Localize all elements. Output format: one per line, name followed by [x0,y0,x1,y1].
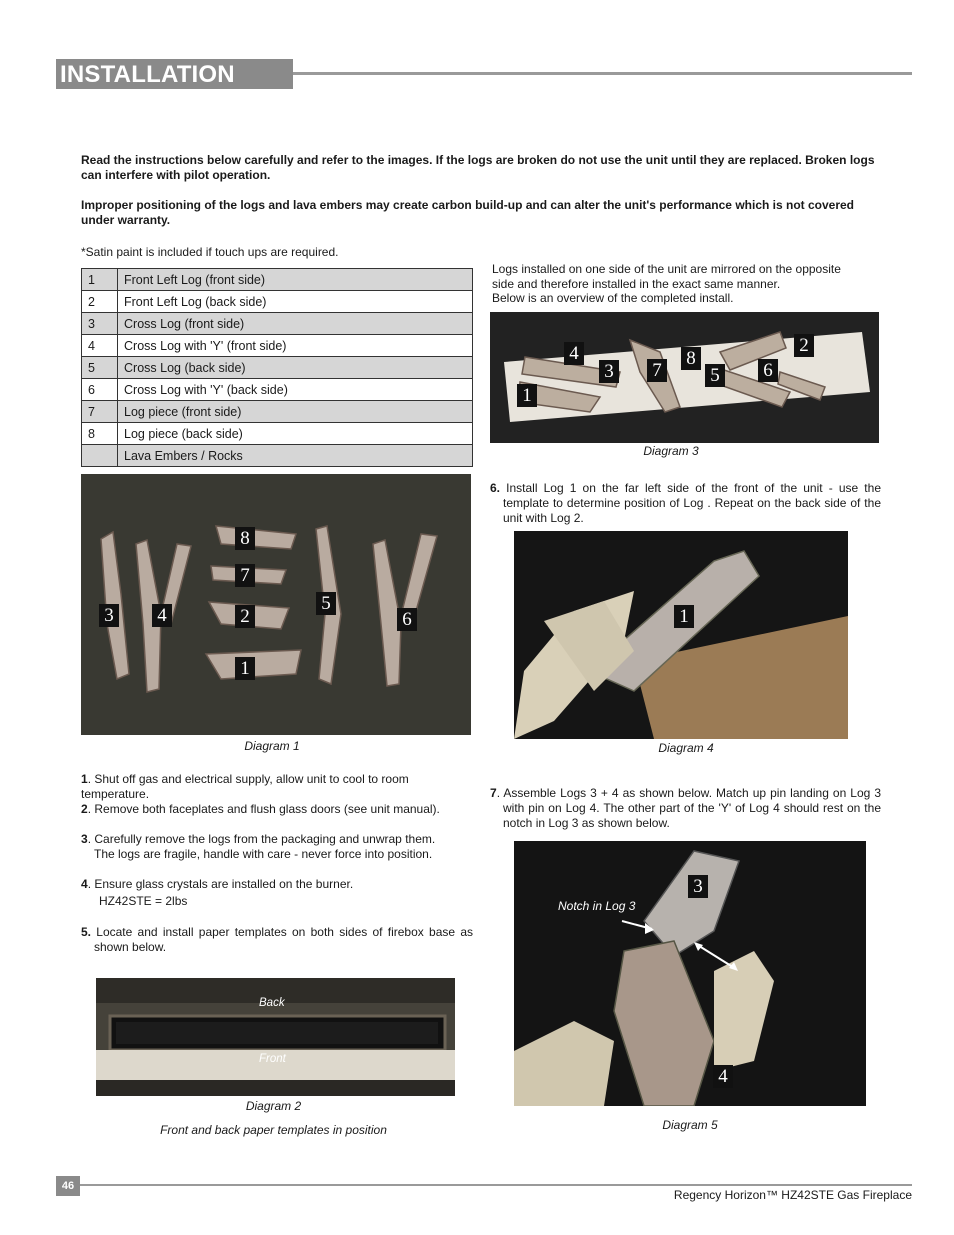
legend-number: 6 [82,379,118,401]
completed-install-illustration [490,312,879,443]
diagram-4-caption: Diagram 4 [658,741,714,755]
step-2: 2. Remove both faceplates and flush glass doors (see unit manual). [81,802,440,816]
footer-product-name: Regency Horizon™ HZ42STE Gas Fireplace [673,1188,912,1202]
page-number: 46 [56,1176,80,1196]
legend-label: Front Left Log (front side) [118,269,473,291]
notch-callout-label: Notch in Log 3 [558,899,636,913]
table-row [82,401,473,423]
diagram-4-photo [514,531,848,739]
legend-number: 3 [82,313,118,335]
log-number-label: 3 [688,875,708,898]
legend-label: Cross Log with 'Y' (back side) [118,379,473,401]
table-row [82,445,473,467]
legend-number: 7 [82,401,118,423]
table-row [82,291,473,313]
legend-number: 5 [82,357,118,379]
log-number-label: 7 [647,359,667,382]
table-row [82,357,473,379]
firebox-template-illustration [96,978,455,1096]
step-5: 5. Locate and install paper templates on both sides of firebox base as shown below. [81,925,473,954]
legend-label: Cross Log (back side) [118,357,473,379]
header-divider [293,72,912,75]
legend-label: Front Left Log (back side) [118,291,473,313]
logs-layout-illustration [81,474,471,735]
table-row [82,423,473,445]
back-template-label: Back [259,997,285,1009]
table-row [82,313,473,335]
legend-number: 2 [82,291,118,313]
log-number-label: 1 [235,657,255,680]
diagram-3-photo [490,312,879,443]
intro-warning-2: Improper positioning of the logs and lava embers may create carbon build-up and can alter the unit's performance which is not covered under warranty. [81,198,855,227]
legend-label: Cross Log (front side) [118,313,473,335]
legend-number [82,445,118,467]
diagram-1-photo [81,474,471,735]
log-number-label: 8 [235,527,255,550]
legend-label: Lava Embers / Rocks [118,445,473,467]
legend-label: Cross Log with 'Y' (front side) [118,335,473,357]
front-template-label: Front [259,1053,286,1065]
intro-warning-1: Read the instructions below carefully and refer to the images. If the logs are broken do not use the unit until they are replaced. Broken logs can interfere with pilot operation. [81,153,875,182]
log-number-label: 6 [397,608,417,631]
log-number-label: 4 [564,342,584,365]
log-number-label: 1 [517,384,537,407]
diagram-1-caption: Diagram 1 [244,739,300,753]
log-number-label: 8 [681,347,701,370]
mirror-note: Logs installed on one side of the unit are mirrored on the opposite side and therefore installed in the exact same manner. Below is an overview of the completed install. [492,262,841,305]
legend-number: 4 [82,335,118,357]
log-legend-table [81,268,473,467]
log-number-label: 4 [713,1065,733,1088]
log-number-label: 3 [599,360,619,383]
step-3: 3. Carefully remove the logs from the packaging and unwrap them. The logs are fragile, handle with care - never force into position. [81,832,436,861]
diagram-5-caption: Diagram 5 [662,1118,718,1132]
log-number-label: 1 [674,605,694,628]
section-header [56,59,293,89]
log-number-label: 6 [758,359,778,382]
diagram-2-subcaption: Front and back paper templates in position [160,1123,387,1137]
page-title: INSTALLATION [60,61,235,88]
legend-number: 1 [82,269,118,291]
step-1: 1. Shut off gas and electrical supply, allow unit to cool to room temperature. [81,772,409,801]
log-1-install-illustration [514,531,848,739]
log-number-label: 2 [235,605,255,628]
satin-paint-note: *Satin paint is included if touch ups are required. [81,245,339,259]
log-number-label: 7 [235,564,255,587]
diagram-2-photo [96,978,455,1096]
step-6: 6. Install Log 1 on the far left side of the front of the unit - use the template to determine position of Log . Repeat on the back side of the unit with Log 2. [490,481,881,525]
diagram-5-photo [514,841,866,1106]
log-number-label: 3 [99,604,119,627]
legend-label: Log piece (front side) [118,401,473,423]
footer-divider [80,1184,912,1186]
log-number-label: 5 [316,592,336,615]
log-number-label: 2 [794,334,814,357]
legend-label: Log piece (back side) [118,423,473,445]
step-4: 4. Ensure glass crystals are installed on the burner. [81,877,354,891]
table-row [82,269,473,291]
step-7: 7. Assemble Logs 3 + 4 as shown below. Match up pin landing on Log 3 with pin on Log 4. The other part of the 'Y' of Log 4 should rest on the notch in Log 3 as shown below. [490,786,881,830]
legend-number: 8 [82,423,118,445]
table-row [82,379,473,401]
diagram-3-caption: Diagram 3 [643,444,699,458]
log-number-label: 5 [705,364,725,387]
log-number-label: 4 [152,604,172,627]
table-row [82,335,473,357]
crystals-weight: HZ42STE = 2lbs [99,894,188,908]
diagram-2-caption: Diagram 2 [245,1099,302,1113]
